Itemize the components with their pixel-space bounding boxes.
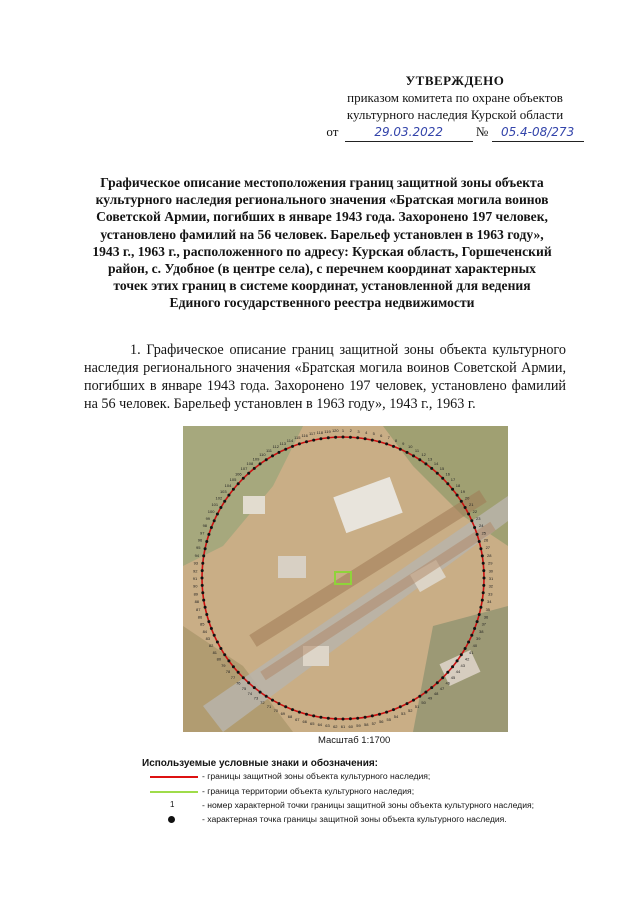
boundary-point-label: 66 [302,719,307,724]
boundary-point [312,714,315,717]
boundary-point-label: 89 [193,591,199,597]
boundary-point [205,540,208,543]
boundary-point [305,440,308,443]
boundary-point [406,702,409,705]
boundary-point-label: 96 [197,537,203,543]
boundary-point-label: 34 [486,599,492,605]
boundary-point-label: 7 [387,435,390,441]
number-field [492,123,584,142]
boundary-point-label: 40 [472,643,478,649]
boundary-point [271,699,274,702]
boundary-point-label: 70 [273,707,279,713]
boundary-point-label: 18 [455,482,461,488]
legend-dot-icon [150,814,200,826]
boundary-point [242,477,245,480]
boundary-point-label: 110 [259,451,266,457]
boundary-point-label: 80 [216,656,222,662]
boundary-point-label: 54 [393,714,399,720]
boundary-point [467,513,470,516]
boundary-point-label: 77 [230,675,236,680]
boundary-point [210,526,213,529]
boundary-point-label: 41 [468,650,474,655]
boundary-point-label: 43 [460,663,465,668]
number-handwritten: 05.4-08/273 [500,125,575,139]
boundary-point [201,584,204,587]
boundary-point-label: 21 [468,502,474,507]
boundary-point-label: 3 [357,428,360,434]
boundary-point-label: 104 [224,482,232,488]
boundary-point-label: 49 [427,695,433,701]
boundary-point [242,676,245,679]
boundary-point-label: 13 [427,456,433,462]
boundary-point [436,472,439,475]
boundary-point-label: 68 [287,714,293,720]
boundary-point [327,717,330,720]
boundary-point-label: 118 [316,429,323,435]
legend-row-dot [150,814,550,826]
boundary-point-label: 71 [266,704,272,710]
legend-row-boundary [150,771,550,783]
boundary-point-label: 30 [488,568,494,574]
boundary-point-label: 112 [272,444,279,450]
boundary-point-label: 28 [486,552,492,558]
boundary-point-label: 67 [295,716,300,722]
boundary-point-label: 55 [386,716,391,722]
boundary-point [371,714,374,717]
boundary-point [418,695,421,698]
boundary-point-label: 31 [488,576,494,581]
legend-label: - номер характерной точки границы защитной зоны объекта культурного наследия; [202,800,535,810]
boundary-point [284,705,287,708]
boundary-point [470,519,473,522]
boundary-point-label: 59 [356,723,361,729]
boundary-point [219,506,222,509]
document-title: Графическое описание местоположения границ защитной зоны объекта культурного наследия регионального значения «Братская могила воинов Советской Армии, погибших в январе 1943 года. Захоронено 197 человек, установлено фамилий на 56 человек. Барельеф установлен в 1963 году», 1943 г., 1963 г., расположенного по адресу: Курская область, Горшеченский район, с. Удобное (в центре села), с перечнем координат характерных точек этих границ в системе координат, установленной для ведения Единого государственного реестра недвижимости [92,175,552,311]
boundary-point-label: 23 [475,515,481,521]
aerial-map [183,426,508,732]
boundary-point [392,708,395,711]
boundary-point [201,577,204,580]
boundary-point [305,713,308,716]
boundary-point-label: 36 [483,614,489,620]
boundary-point-label: 116 [301,433,308,438]
boundary-point-label: 57 [371,720,377,726]
boundary-point [482,591,485,594]
date-handwritten: 29.03.2022 [374,125,444,139]
boundary-point [278,451,281,454]
boundary-point [223,653,226,656]
boundary-point [342,718,345,721]
boundary-point [210,627,213,630]
boundary-point-label: 6 [380,433,383,438]
boundary-point-label: 11 [414,447,420,453]
boundary-point-label: 117 [309,431,316,437]
boundary-point [247,472,250,475]
boundary-point-label: 65 [309,720,315,726]
boundary-point [201,591,204,594]
boundary-point-label: 42 [464,656,470,662]
boundary-point [424,691,427,694]
boundary-point [204,606,207,609]
boundary-point [385,442,388,445]
boundary-point-label: 88 [194,599,200,605]
boundary-point [479,606,482,609]
boundary-point [464,506,467,509]
boundary-point [216,513,219,516]
boundary-point-label: 81 [212,650,218,655]
boundary-point-label: 38 [478,629,484,634]
legend-label: - границы защитной зоны объекта культурного наследия; [202,771,431,781]
boundary-point-label: 44 [455,669,461,675]
boundary-point-label: 5 [372,431,375,437]
boundary-point [399,705,402,708]
boundary-point [334,717,337,720]
boundary-point-label: 92 [192,568,198,574]
approval-line-1: приказом комитета по охране объектов [347,90,563,105]
boundary-point-label: 10 [407,444,413,450]
boundary-point [364,437,367,440]
boundary-point [456,494,459,497]
boundary-point [207,620,210,623]
boundary-point-label: 115 [294,435,301,441]
legend-row-territory [150,786,550,798]
boundary-point-label: 37 [481,621,487,627]
boundary-point [424,462,427,465]
boundary-point-label: 29 [487,560,493,566]
boundary-point [412,454,415,457]
boundary-point-label: 32 [488,583,494,589]
paragraph-1: 1. Графическое описание границ защитной зоны объекта культурного наследия регионального значения «Братская могила воинов Советской Армии, погибших в январе 1943 года. Захоронено 197 человек, установлено фамилий на 56 человек. Барельеф установлен в 1963 году», 1943 г., 1963 г. [84,342,566,412]
boundary-point [202,599,205,602]
approval-line-2: культурного наследия Курской области [346,107,564,122]
boundary-point-label: 58 [363,722,369,728]
boundary-point-label: 25 [481,530,487,536]
boundary-point [312,439,315,442]
boundary-point [476,620,479,623]
boundary-point-label: 107 [240,466,248,471]
boundary-point-label: 86 [197,614,203,620]
boundary-point-label: 120 [331,428,339,434]
boundary-point-label: 19 [460,489,465,494]
boundary-point [259,691,262,694]
boundary-point [201,569,204,572]
boundary-point [371,439,374,442]
boundary-point [349,717,352,720]
boundary-point [430,686,433,689]
boundary-point [342,436,345,439]
boundary-point [446,671,449,674]
boundary-point [334,436,337,439]
boundary-point [247,681,250,684]
boundary-point-label: 90 [192,583,198,589]
boundary-point [482,569,485,572]
boundary-point-label: 109 [252,456,260,462]
boundary-point [327,436,330,439]
date-prefix: от [326,124,339,139]
boundary-point [473,627,476,630]
boundary-point-label: 101 [211,502,219,507]
boundary-point [227,659,230,662]
boundary-point [464,647,467,650]
legend-green-line-icon [150,786,200,798]
number-prefix: № [475,124,489,139]
boundary-point-label: 97 [199,530,205,536]
boundary-point [481,554,484,557]
boundary-point-label: 74 [247,691,253,696]
boundary-point-label: 35 [485,606,491,612]
boundary-point [319,716,322,719]
approval-heading: УТВЕРЖДЕНО [405,73,505,88]
boundary-point [430,467,433,470]
boundary-point [237,482,240,485]
date-field [345,123,473,142]
boundary-point-label: 60 [348,723,353,729]
boundary-point [446,482,449,485]
boundary-point [441,477,444,480]
boundary-point [232,665,235,668]
boundary-point-label: 15 [439,466,445,471]
boundary-point [253,686,256,689]
boundary-point-label: 95 [195,545,201,551]
boundary-point-label: 69 [280,711,286,717]
boundary-point-label: 83 [205,636,211,642]
boundary-point-label: 63 [325,723,330,729]
boundary-point-label: 61 [340,724,346,729]
boundary-point [478,613,481,616]
boundary-point [418,458,421,461]
boundary-point [482,584,485,587]
approval-block [305,72,605,141]
boundary-point-label: 64 [317,722,323,728]
boundary-point [451,665,454,668]
boundary-point-label: 26 [483,537,489,543]
boundary-point [385,711,388,714]
boundary-point-label: 119 [324,428,331,434]
boundary-point-label: 102 [215,495,223,501]
boundary-point [271,454,274,457]
boundary-point [298,711,301,714]
boundary-point [481,599,484,602]
boundary-point-label: 99 [205,515,211,521]
boundary-point-label: 98 [202,523,208,528]
boundary-point [213,519,216,522]
boundary-point-label: 73 [253,695,259,701]
legend-red-line-icon [150,771,200,783]
boundary-point-label: 51 [414,704,420,710]
boundary-point [253,467,256,470]
boundary-point-label: 12 [421,451,426,457]
boundary-point-label: 85 [199,621,205,627]
boundary-point-label: 84 [202,629,208,634]
boundary-point-label: 9 [402,440,405,446]
boundary-point [378,713,381,716]
boundary-point [473,526,476,529]
boundary-point-label: 78 [225,669,231,675]
boundary-point-label: 100 [207,508,215,514]
boundary-point-label: 93 [193,560,199,566]
boundary-point [213,634,216,637]
boundary-point-label: 8 [394,437,398,443]
boundary-point [476,533,479,536]
boundary-point [291,445,294,448]
boundary-point-label: 39 [475,636,481,642]
boundary-point [467,641,470,644]
boundary-point [451,488,454,491]
boundary-point-label: 76 [236,680,241,686]
boundary-point [265,695,268,698]
boundary-point-label: 113 [279,440,286,446]
boundary-point-label: 79 [221,663,226,668]
boundary-point [441,676,444,679]
boundary-point [412,699,415,702]
boundary-point [205,613,208,616]
boundary-point-label: 103 [219,489,227,494]
boundary-point-label: 22 [472,508,478,514]
boundary-point-label: 106 [234,471,242,477]
boundary-point [207,533,210,536]
boundary-point-label: 45 [450,675,456,680]
boundary-point-label: 91 [192,576,198,581]
boundary-point-label: 14 [433,461,439,466]
boundary-point [202,554,205,557]
boundary-point [201,562,204,565]
boundary-point-label: 2 [349,428,352,434]
boundary-point-label: 47 [439,686,445,691]
boundary-point [265,458,268,461]
boundary-point [227,494,230,497]
boundary-point-label: 17 [450,477,456,482]
boundary-point-label: 16 [445,471,450,477]
boundary-point-label: 24 [478,523,484,528]
boundary-point-label: 87 [195,606,201,612]
boundary-point-label: 50 [421,700,426,706]
boundary-point-label: 62 [333,723,338,729]
boundary-point-label: 4 [365,429,368,435]
boundary-point [483,577,486,580]
boundary-point [460,500,463,503]
boundary-point [356,717,359,720]
boundary-point [482,562,485,565]
map-building-4 [243,496,265,514]
boundary-point-label: 52 [407,707,413,713]
boundary-point [399,448,402,451]
boundary-point [478,540,481,543]
legend-number-icon: 1 [170,800,175,809]
legend-label: - граница территории объекта культурного наследия; [202,786,415,796]
boundary-point [223,500,226,503]
boundary-point [460,653,463,656]
boundary-point-label: 94 [194,552,200,558]
boundary-point [232,488,235,491]
boundary-point [356,436,359,439]
boundary-point-label: 114 [286,437,294,443]
legend-row-number [150,800,550,812]
boundary-point [436,681,439,684]
map-scale: Масштаб 1:1700 [318,735,391,746]
boundary-point [406,451,409,454]
boundary-point-label: 111 [265,447,273,453]
boundary-point [284,448,287,451]
boundary-point-label: 46 [445,680,450,686]
boundary-point [237,671,240,674]
boundary-point [456,659,459,662]
boundary-point [259,462,262,465]
boundary-point [319,437,322,440]
boundary-point-label: 1 [341,428,345,433]
boundary-point-label: 20 [464,495,470,501]
boundary-point-label: 72 [260,700,265,706]
boundary-point [216,641,219,644]
boundary-point [298,442,301,445]
legend-title: Используемые условные знаки и обозначения: [142,758,379,769]
boundary-point [291,708,294,711]
boundary-point-label: 27 [485,545,491,551]
boundary-point-label: 33 [487,591,493,597]
boundary-point [349,436,352,439]
boundary-point [278,702,281,705]
boundary-point [470,634,473,637]
map-building-2 [278,556,306,578]
boundary-point-label: 105 [229,477,237,482]
boundary-point [204,547,207,550]
boundary-point [364,716,367,719]
boundary-point-label: 82 [208,643,214,649]
boundary-point-label: 48 [433,691,439,696]
approval-date-row [305,123,605,141]
boundary-point-label: 75 [241,686,247,691]
boundary-point-label: 108 [246,461,254,466]
boundary-point-label: 53 [400,711,406,717]
legend-label: - характерная точка границы защитной зоны объекта культурного наследия. [202,814,507,824]
boundary-point [219,647,222,650]
boundary-point [378,440,381,443]
boundary-point [479,547,482,550]
boundary-point-label: 56 [379,719,384,724]
boundary-point [392,445,395,448]
